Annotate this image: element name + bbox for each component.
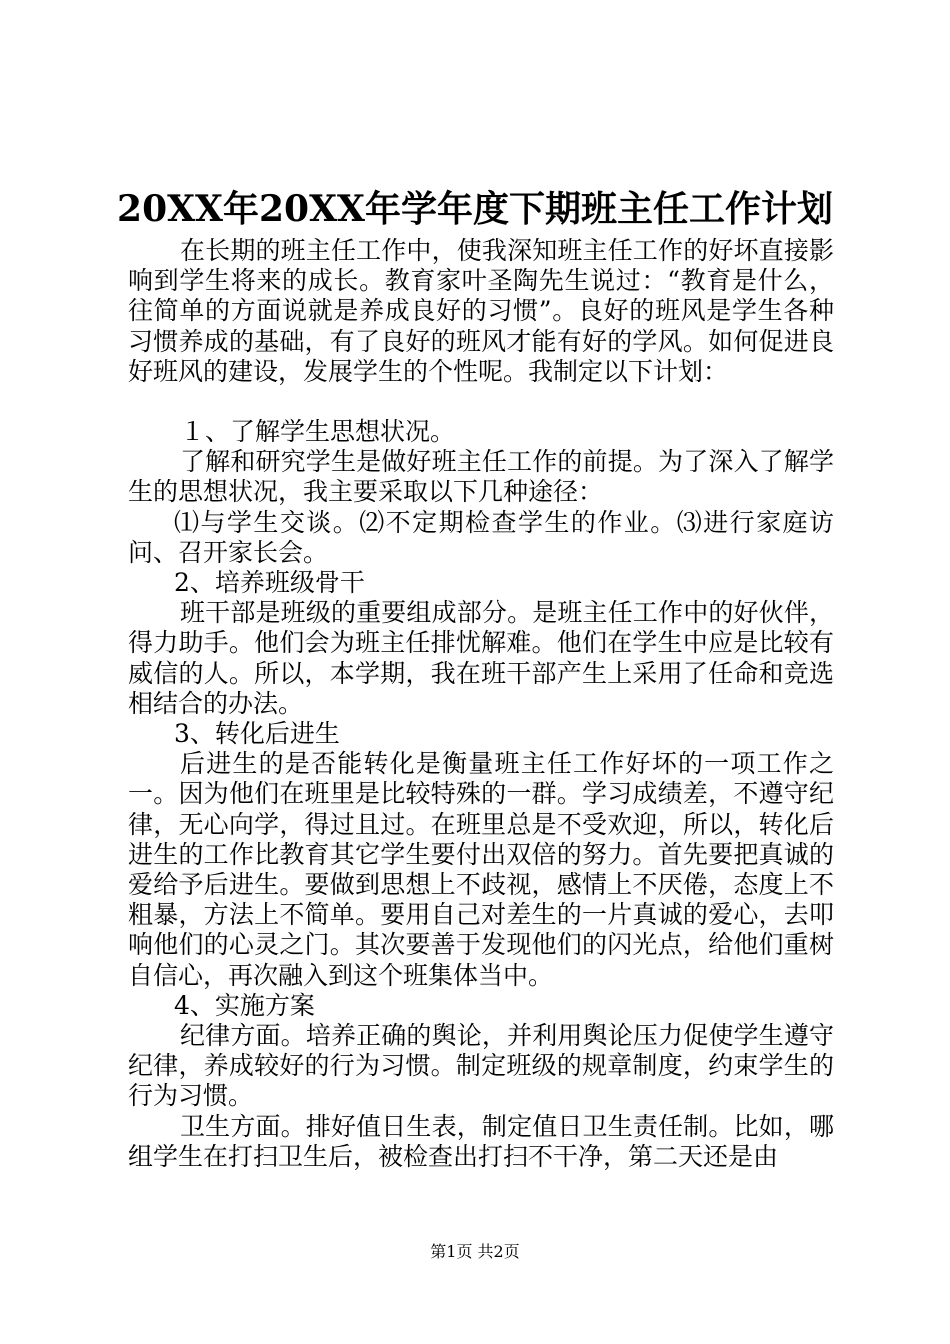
section-1-paragraph: 了解和研究学生是做好班主任工作的前提。为了深入了解学生的思想状况，我主要采取以下几种途径： bbox=[128, 447, 834, 507]
page-footer: 第1页 共2页 bbox=[430, 1242, 520, 1261]
document-body bbox=[128, 236, 834, 1172]
discipline-paragraph: 纪律方面。培养正确的舆论，并利用舆论压力促使学生遵守纪律，养成较好的行为习惯。制定班级的规章制度，约束学生的行为习惯。 bbox=[128, 1021, 834, 1111]
section-3-paragraph: 后进生的是否能转化是衡量班主任工作好坏的一项工作之一。因为他们在班里是比较特殊的一群。学习成绩差，不遵守纪律，无心向学，得过且过。在班里总是不受欢迎，所以，转化后进生的工作比教育其它学生要付出双倍的努力。首先要把真诚的爱给予后进生。要做到思想上不歧视，感情上不厌倦，态度上不粗暴，方法上不简单。要用自己对差生的一片真诚的爱心，去叩响他们的心灵之门。其次要善于发现他们的闪光点，给他们重树自信心，再次融入到这个班集体当中。 bbox=[128, 749, 834, 990]
paragraph-gap bbox=[128, 387, 834, 417]
section-heading-1: １、了解学生思想状况。 bbox=[180, 417, 456, 447]
section-1-methods: ⑴与学生交谈。⑵不定期检查学生的作业。⑶进行家庭访问、召开家长会。 bbox=[128, 507, 834, 567]
section-heading-2: 2、培养班级骨干 bbox=[174, 568, 365, 598]
intro-paragraph: 在长期的班主任工作中，使我深知班主任工作的好坏直接影响到学生将来的成长。教育家叶圣陶先生说过：“教育是什么，往简单的方面说就是养成良好的习惯”。良好的班风是学生各种习惯养成的基础，有了良好的班风才能有好的学风。如何促进良好班风的建设，发展学生的个性呢。我制定以下计划： bbox=[128, 236, 834, 386]
hygiene-paragraph: 卫生方面。排好值日生表，制定值日卫生责任制。比如，哪组学生在打扫卫生后，被检查出打扫不干净，第二天还是由 bbox=[128, 1111, 834, 1171]
document-title: 20XX年20XX年学年度下期班主任工作计划 bbox=[117, 188, 833, 230]
section-2-paragraph: 班干部是班级的重要组成部分。是班主任工作中的好伙伴，得力助手。他们会为班主任排忧解难。他们在学生中应是比较有威信的人。所以，本学期，我在班干部产生上采用了任命和竞选相结合的办法。 bbox=[128, 598, 834, 718]
section-heading-3: 3、转化后进生 bbox=[174, 719, 340, 749]
section-heading-4: 4、实施方案 bbox=[174, 990, 315, 1020]
